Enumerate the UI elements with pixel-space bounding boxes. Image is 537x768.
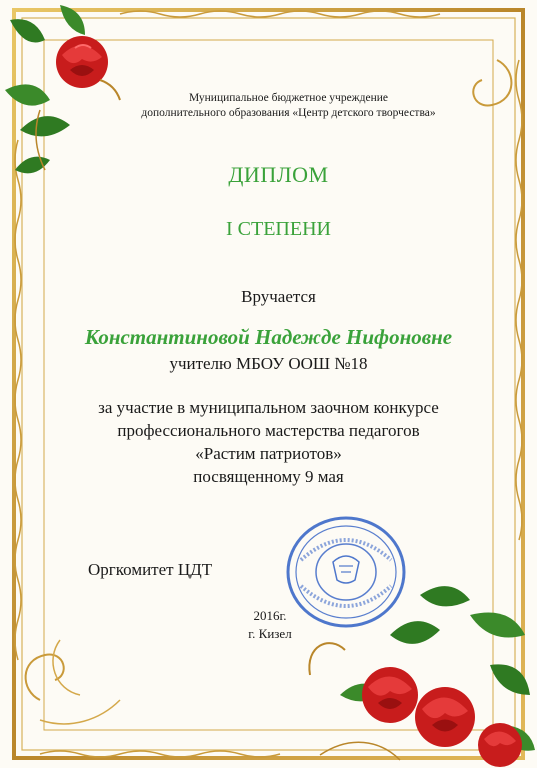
- diploma-title: ДИПЛОМ: [228, 162, 329, 187]
- reason-line-2: профессионального мастерства педагогов: [117, 421, 420, 440]
- reason-line-1: за участие в муниципальном заочном конкурсе: [98, 398, 439, 417]
- year: 2016г.: [253, 608, 287, 623]
- reason-line-4: посвященному 9 мая: [193, 467, 344, 486]
- organization-line-2: дополнительного образования «Центр детского творчества»: [141, 107, 436, 119]
- reason-line-3: «Растим патриотов»: [195, 444, 342, 463]
- diploma-degree: I СТЕПЕНИ: [226, 218, 331, 240]
- organization-line-1: Муниципальное бюджетное учреждение: [188, 92, 389, 104]
- awarded-label: Вручается: [241, 287, 316, 306]
- organizing-committee: Оргкомитет ЦДТ: [88, 560, 213, 579]
- recipient-position: учителю МБОУ ООШ №18: [169, 354, 368, 373]
- recipient-name: Константиновой Надежде Нифоновне: [84, 325, 453, 349]
- city: г. Кизел: [248, 626, 292, 641]
